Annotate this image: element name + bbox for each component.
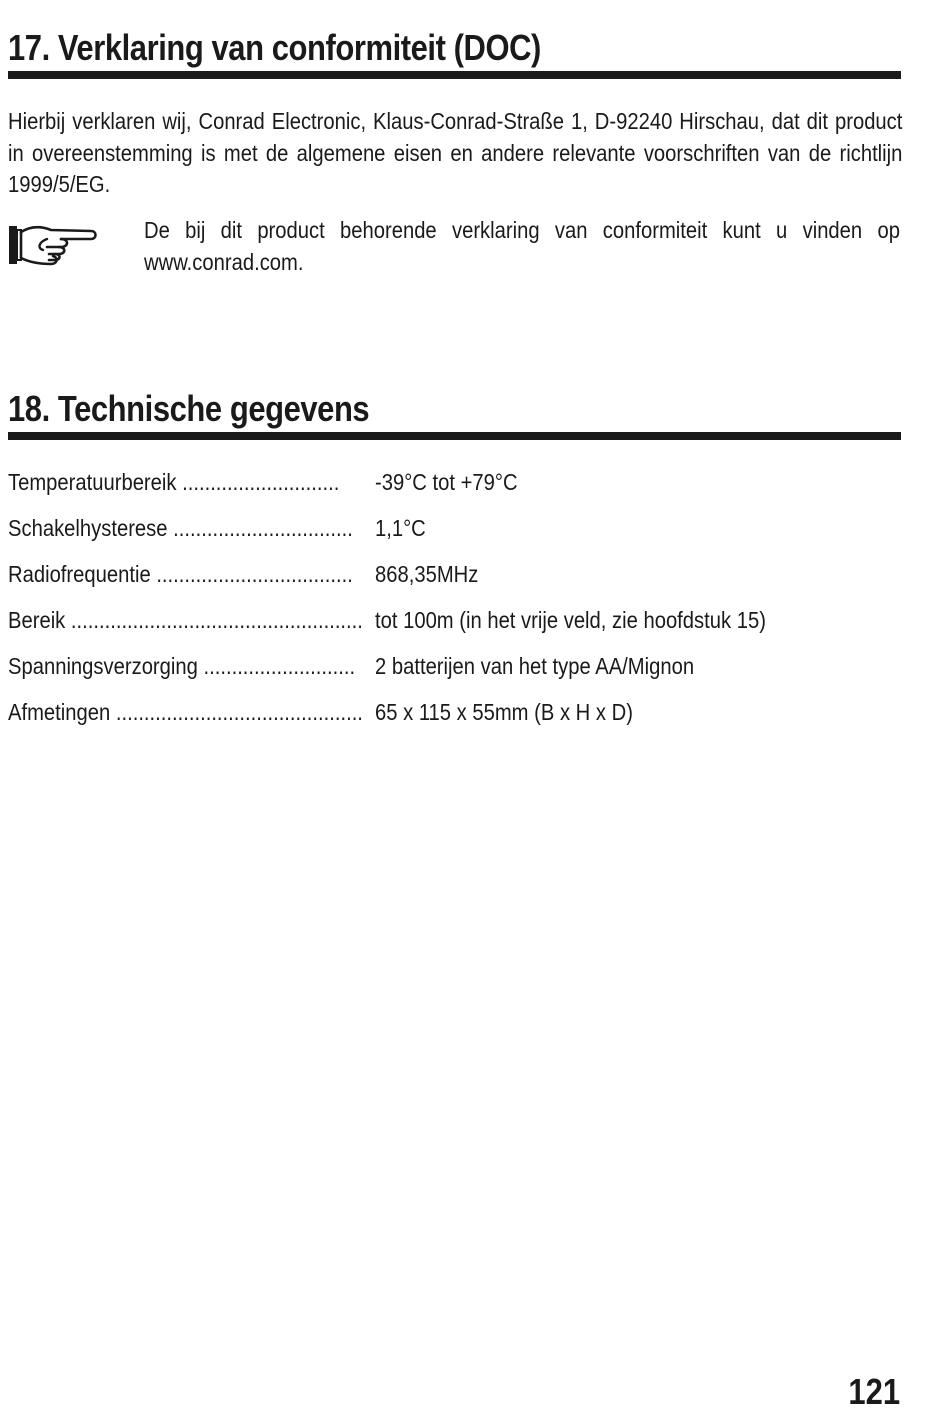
spec-row-dimensions <box>8 696 948 742</box>
page-number: 121 <box>848 1371 900 1412</box>
conformity-note-line-1: De bij dit product behorende verklaring van conformiteit kunt u vinden op <box>144 217 900 243</box>
section-18-rule <box>8 432 901 440</box>
spec-row-range <box>8 604 948 650</box>
spec-value: tot 100m (in het vrije veld, zie hoofdstuk 15) <box>375 607 766 633</box>
spec-value: 2 batterijen van het type AA/Mignon <box>375 653 695 679</box>
spec-label: Spanningsverzorging <box>8 653 198 679</box>
spec-value: 65 x 115 x 55mm (B x H x D) <box>375 699 633 725</box>
leader-dots: ................................... <box>150 561 353 587</box>
spec-row-power-supply <box>8 650 948 696</box>
section-17-heading: 17. Verklaring van conformiteit (DOC) <box>8 27 541 68</box>
spec-label: Temperatuurbereik <box>8 469 177 495</box>
conformity-note-link[interactable]: www.conrad.com. <box>144 248 304 275</box>
spec-row-hysteresis <box>8 512 948 558</box>
spec-label: Radiofrequentie <box>8 561 151 587</box>
spec-row-radio-frequency <box>8 558 948 604</box>
conformity-note <box>144 215 900 278</box>
leader-dots: ............................................ <box>110 699 363 725</box>
leader-dots: ........................... <box>197 653 356 679</box>
leader-dots: ............................ <box>176 469 340 495</box>
spec-row-temperature <box>8 466 948 512</box>
section-18-heading: 18. Technische gegevens <box>8 388 370 429</box>
pointing-hand-icon <box>7 220 97 270</box>
spec-value: -39°C tot +79°C <box>375 469 518 495</box>
leader-dots: ................................ <box>167 515 353 541</box>
leader-dots: .................................................... <box>65 607 363 633</box>
spec-value: 1,1°C <box>375 515 426 541</box>
conformity-paragraph: Hierbij verklaren wij, Conrad Electronic, Klaus-Conrad-Straße 1, D-92240 Hirschau, dat dit product in overeenstemming is met de algemene eisen en andere relevante voorschriften van de richtlijn 1999/5/EG. <box>8 108 903 197</box>
technical-specs-list <box>8 466 948 742</box>
spec-label: Bereik <box>8 607 66 633</box>
spec-label: Schakelhysterese <box>8 515 168 541</box>
spec-value: 868,35MHz <box>375 561 479 587</box>
spec-label: Afmetingen <box>8 699 111 725</box>
section-17-rule <box>8 71 901 79</box>
